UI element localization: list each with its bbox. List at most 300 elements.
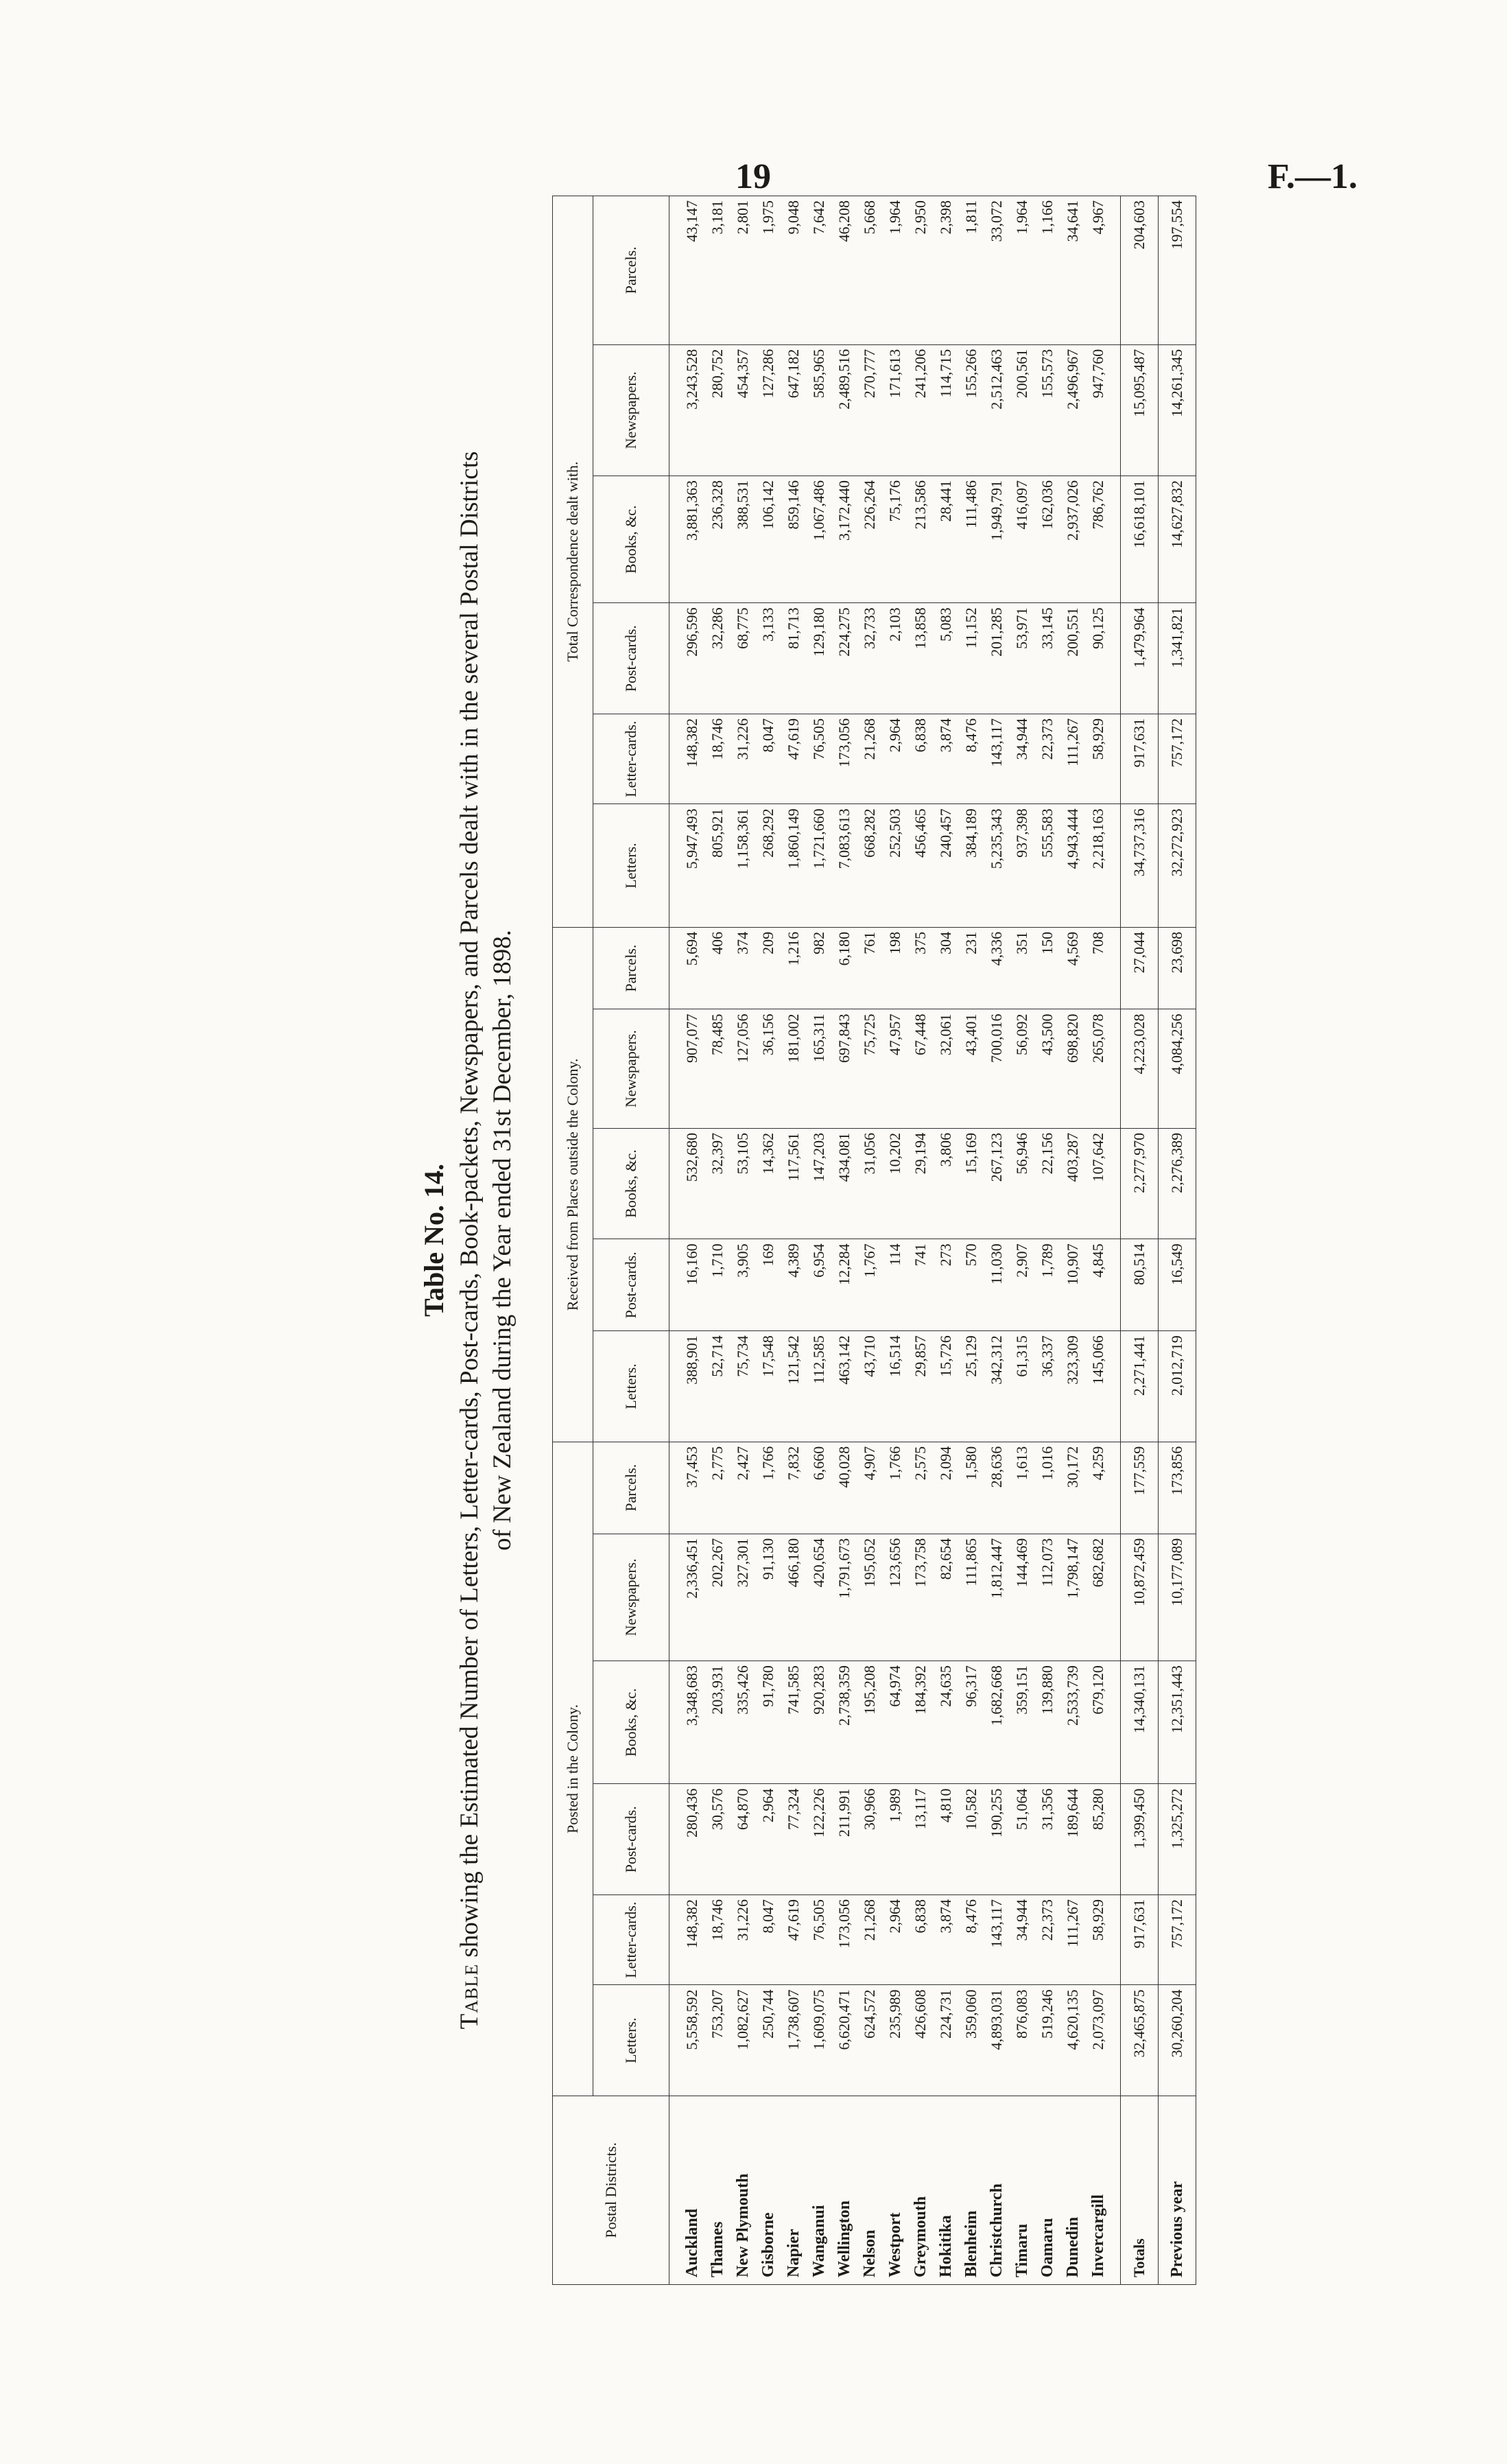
- table-cell: 5,558,592: [669, 1985, 705, 2096]
- district-name: [755, 2096, 781, 2284]
- table-cell: 1,580: [958, 1442, 984, 1534]
- table-cell: 8,476: [958, 714, 984, 804]
- table-cell: 5,694: [669, 927, 705, 1009]
- header-posted-col: Letters.: [593, 1985, 669, 2096]
- table-cell: 359,060: [958, 1985, 984, 2096]
- table-cell: 22,156: [1034, 1128, 1060, 1239]
- table-cell: 213,586: [907, 476, 933, 603]
- table-cell: 77,324: [781, 1784, 806, 1894]
- table-cell: 1,989: [882, 1784, 907, 1894]
- table-cell: 4,620,135: [1060, 1985, 1085, 2096]
- table-cell: 8,476: [958, 1894, 984, 1985]
- table-cell: 3,243,528: [669, 344, 705, 476]
- table-title-text: showing the Estimated Number of Letters, Letter-cards, Post-cards, Book-packets, Newspapers, and Parcels dealt with in the several Postal Districts: [455, 451, 484, 1958]
- table-cell: 31,056: [857, 1128, 882, 1239]
- table-cell: 165,311: [806, 1009, 831, 1128]
- table-cell: 1,860,149: [781, 804, 806, 927]
- table-cell: 982: [806, 927, 831, 1009]
- table-cell: 917,631: [1121, 1894, 1159, 1985]
- table-cell: 200,551: [1060, 603, 1085, 714]
- table-cell: 2,533,739: [1060, 1661, 1085, 1784]
- table-cell: 202,267: [704, 1534, 730, 1661]
- table-cell: 56,946: [1009, 1128, 1034, 1239]
- table-cell: 1,067,486: [806, 476, 831, 603]
- table-cell: 32,272,923: [1159, 804, 1196, 927]
- table-cell: 697,843: [831, 1009, 857, 1128]
- table-cell: 18,746: [704, 1894, 730, 1985]
- table-cell: 6,838: [907, 714, 933, 804]
- table-cell: 753,207: [704, 1985, 730, 2096]
- table-cell: 68,775: [730, 603, 755, 714]
- table-row: [781, 196, 806, 2285]
- table-cell: 937,398: [1009, 804, 1034, 927]
- table-cell: 426,608: [907, 1985, 933, 2096]
- table-cell: 78,485: [704, 1009, 730, 1128]
- table-cell: 2,094: [933, 1442, 958, 1534]
- table-cell: 127,286: [755, 344, 781, 476]
- table-cell: 265,078: [1085, 1009, 1121, 1128]
- table-cell: 16,514: [882, 1331, 907, 1442]
- table-cell: 2,271,441: [1121, 1331, 1159, 1442]
- district-label: Oamaru: [1038, 2218, 1056, 2277]
- table-cell: 1,789: [1034, 1239, 1060, 1331]
- table-cell: 4,259: [1085, 1442, 1121, 1534]
- table-cell: 5,083: [933, 603, 958, 714]
- table-cell: 700,016: [984, 1009, 1009, 1128]
- table-cell: 231: [958, 927, 984, 1009]
- table-cell: 668,282: [857, 804, 882, 927]
- table-cell: 273: [933, 1239, 958, 1331]
- table-cell: 28,441: [933, 476, 958, 603]
- table-cell: 2,964: [755, 1784, 781, 1894]
- document-reference: F.—1.: [1268, 157, 1357, 196]
- table-cell: 34,944: [1009, 1894, 1034, 1985]
- table-cell: 155,266: [958, 344, 984, 476]
- table-cell: 3,181: [704, 196, 730, 345]
- table-cell: 150: [1034, 927, 1060, 1009]
- table-cell: 90,125: [1085, 603, 1121, 714]
- table-cell: 2,937,026: [1060, 476, 1085, 603]
- table-cell: 5,947,493: [669, 804, 705, 927]
- table-cell: 8,047: [755, 714, 781, 804]
- district-label: Dunedin: [1063, 2216, 1082, 2277]
- table-row: [984, 196, 1009, 2285]
- table-cell: 64,870: [730, 1784, 755, 1894]
- table-cell: 111,267: [1060, 1894, 1085, 1985]
- table-cell: 3,806: [933, 1128, 958, 1239]
- table-cell: 1,767: [857, 1239, 882, 1331]
- table-cell: 11,152: [958, 603, 984, 714]
- table-cell: 5,235,343: [984, 804, 1009, 927]
- table-cell: 145,066: [1085, 1331, 1121, 1442]
- table-cell: 80,514: [1121, 1239, 1159, 1331]
- header-posted-col: Newspapers.: [593, 1534, 669, 1661]
- table-cell: 682,682: [1085, 1534, 1121, 1661]
- table-cell: 34,737,316: [1121, 804, 1159, 927]
- table-cell: 34,641: [1060, 196, 1085, 345]
- table-cell: 375: [907, 927, 933, 1009]
- table-cell: 4,810: [933, 1784, 958, 1894]
- table-cell: 859,146: [781, 476, 806, 603]
- table-cell: 647,182: [781, 344, 806, 476]
- table-cell: 15,726: [933, 1331, 958, 1442]
- table-cell: 1,766: [755, 1442, 781, 1534]
- table-cell: 9,048: [781, 196, 806, 345]
- table-cell: 6,660: [806, 1442, 831, 1534]
- district-name: [831, 2096, 857, 2284]
- table-cell: 114,715: [933, 344, 958, 476]
- table-cell: 2,775: [704, 1442, 730, 1534]
- table-cell: 6,954: [806, 1239, 831, 1331]
- table-cell: 67,448: [907, 1009, 933, 1128]
- page-number: 19: [735, 157, 771, 196]
- table-cell: 1,609,075: [806, 1985, 831, 2096]
- table-cell: 1,016: [1034, 1442, 1060, 1534]
- table-cell: 91,780: [755, 1661, 781, 1784]
- table-cell: 250,744: [755, 1985, 781, 2096]
- table-cell: 4,967: [1085, 196, 1121, 345]
- table-cell: 189,644: [1060, 1784, 1085, 1894]
- table-cell: 10,872,459: [1121, 1534, 1159, 1661]
- header-total-col: Letter-cards.: [593, 714, 669, 804]
- table-cell: 4,336: [984, 927, 1009, 1009]
- table-cell: 351: [1009, 927, 1034, 1009]
- table-cell: 31,226: [730, 1894, 755, 1985]
- table-cell: 434,081: [831, 1128, 857, 1239]
- table-cell: 148,382: [669, 714, 705, 804]
- table-cell: 17,548: [755, 1331, 781, 1442]
- table-cell: 3,874: [933, 714, 958, 804]
- header-total-col: Newspapers.: [593, 344, 669, 476]
- table-cell: 280,752: [704, 344, 730, 476]
- table-cell: 2,398: [933, 196, 958, 345]
- table-cell: 200,561: [1009, 344, 1034, 476]
- table-cell: 2,512,463: [984, 344, 1009, 476]
- table-cell: 1,158,361: [730, 804, 755, 927]
- district-name: [984, 2096, 1009, 2284]
- table-cell: 454,357: [730, 344, 755, 476]
- table-cell: 29,194: [907, 1128, 933, 1239]
- table-cell: 555,583: [1034, 804, 1060, 927]
- previous-row: [1159, 196, 1196, 2285]
- header-posted-col: Letter-cards.: [593, 1894, 669, 1985]
- table-cell: 1,811: [958, 196, 984, 345]
- table-cell: 23,698: [1159, 927, 1196, 1009]
- district-label: Blenheim: [962, 2210, 980, 2277]
- table-cell: 2,012,719: [1159, 1331, 1196, 1442]
- table-cell: 4,569: [1060, 927, 1085, 1009]
- table-cell: 757,172: [1159, 1894, 1196, 1985]
- table-cell: 466,180: [781, 1534, 806, 1661]
- table-row: [1085, 196, 1121, 2285]
- table-cell: 32,061: [933, 1009, 958, 1128]
- table-cell: 917,631: [1121, 714, 1159, 804]
- table-row: [958, 196, 984, 2285]
- table-cell: 204,603: [1121, 196, 1159, 345]
- table-cell: 56,092: [1009, 1009, 1034, 1128]
- table-cell: 173,056: [831, 1894, 857, 1985]
- table-cell: 143,117: [984, 1894, 1009, 1985]
- district-label: Hokitika: [936, 2215, 955, 2277]
- district-label: Napier: [784, 2229, 803, 2277]
- table-cell: 36,156: [755, 1009, 781, 1128]
- district-label: Auckland: [683, 2208, 701, 2277]
- header-received-col: Parcels.: [593, 927, 669, 1009]
- table-cell: 267,123: [984, 1128, 1009, 1239]
- table-cell: 22,373: [1034, 714, 1060, 804]
- table-cell: 121,542: [781, 1331, 806, 1442]
- table-cell: 127,056: [730, 1009, 755, 1128]
- table-cell: 58,929: [1085, 714, 1121, 804]
- table-cell: 144,469: [1009, 1534, 1034, 1661]
- table-cell: 14,340,131: [1121, 1661, 1159, 1784]
- table-cell: 4,389: [781, 1239, 806, 1331]
- table-cell: 114: [882, 1239, 907, 1331]
- table-cell: 31,226: [730, 714, 755, 804]
- district-label: Thames: [708, 2221, 726, 2277]
- table-cell: 201,285: [984, 603, 1009, 714]
- table-cell: 112,585: [806, 1331, 831, 1442]
- table-cell: 3,874: [933, 1894, 958, 1985]
- table-cell: 226,264: [857, 476, 882, 603]
- table-cell: 36,337: [1034, 1331, 1060, 1442]
- table-cell: 155,573: [1034, 344, 1060, 476]
- district-name: [669, 2096, 705, 2284]
- table-title: [453, 196, 486, 2285]
- table-cell: 53,971: [1009, 603, 1034, 714]
- table-cell: 3,172,440: [831, 476, 857, 603]
- table-cell: 122,226: [806, 1784, 831, 1894]
- table-cell: 37,453: [669, 1442, 705, 1534]
- table-cell: 757,172: [1159, 714, 1196, 804]
- header-posted-col: Books, &c.: [593, 1661, 669, 1784]
- table-cell: 1,766: [882, 1442, 907, 1534]
- table-number: Table No. 14.: [418, 1164, 449, 1317]
- table-cell: 2,496,967: [1060, 344, 1085, 476]
- table-cell: 3,348,683: [669, 1661, 705, 1784]
- district-name: [1085, 2096, 1121, 2284]
- header-total-col: Books, &c.: [593, 476, 669, 603]
- table-cell: 15,095,487: [1121, 344, 1159, 476]
- table-title-lead: Table: [455, 1963, 484, 2030]
- header-total-col: Parcels.: [593, 196, 669, 345]
- table-cell: 198: [882, 927, 907, 1009]
- table-cell: 1,812,447: [984, 1534, 1009, 1661]
- district-name: [882, 2096, 907, 2284]
- table-cell: 3,881,363: [669, 476, 705, 603]
- table-cell: 4,845: [1085, 1239, 1121, 1331]
- table-cell: 33,145: [1034, 603, 1060, 714]
- table-caption: [415, 196, 552, 2285]
- district-name: [704, 2096, 730, 2284]
- table-cell: 532,680: [669, 1128, 705, 1239]
- table-cell: 111,267: [1060, 714, 1085, 804]
- table-cell: 31,356: [1034, 1784, 1060, 1894]
- header-posted-col: Post-cards.: [593, 1784, 669, 1894]
- table-cell: 384,189: [958, 804, 984, 927]
- table-cell: 32,733: [857, 603, 882, 714]
- table-cell: 52,714: [704, 1331, 730, 1442]
- table-cell: 3,905: [730, 1239, 755, 1331]
- table-cell: 32,465,875: [1121, 1985, 1159, 2096]
- statistics-table: [552, 196, 1196, 2285]
- table-cell: 12,284: [831, 1239, 857, 1331]
- table-cell: 211,991: [831, 1784, 857, 1894]
- table-cell: 270,777: [857, 344, 882, 476]
- district-label: Nelson: [860, 2229, 879, 2277]
- table-cell: 3,133: [755, 603, 781, 714]
- district-label: Previous year: [1168, 2181, 1186, 2277]
- district-label: Invercargill: [1089, 2194, 1107, 2277]
- table-cell: 241,206: [907, 344, 933, 476]
- table-cell: 456,465: [907, 804, 933, 927]
- district-label: Wellington: [835, 2200, 853, 2277]
- district-label: Wanganui: [809, 2205, 828, 2277]
- table-cell: 47,619: [781, 714, 806, 804]
- table-cell: 24,635: [933, 1661, 958, 1784]
- table-cell: 51,064: [1009, 1784, 1034, 1894]
- table-cell: 209: [755, 927, 781, 1009]
- table-cell: 2,427: [730, 1442, 755, 1534]
- table-cell: 197,554: [1159, 196, 1196, 345]
- table-cell: 25,129: [958, 1331, 984, 1442]
- table-cell: 2,575: [907, 1442, 933, 1534]
- table-cell: 7,083,613: [831, 804, 857, 927]
- table-cell: 40,028: [831, 1442, 857, 1534]
- table-cell: 252,503: [882, 804, 907, 927]
- table-cell: 18,746: [704, 714, 730, 804]
- table-cell: 5,668: [857, 196, 882, 345]
- table-cell: 111,865: [958, 1534, 984, 1661]
- table-cell: 184,392: [907, 1661, 933, 1784]
- table-cell: 173,758: [907, 1534, 933, 1661]
- table-cell: 96,317: [958, 1661, 984, 1784]
- table-cell: 32,397: [704, 1128, 730, 1239]
- district-label: Timaru: [1012, 2223, 1031, 2277]
- table-cell: 947,760: [1085, 344, 1121, 476]
- table-cell: 624,572: [857, 1985, 882, 2096]
- table-row: [1060, 196, 1085, 2285]
- header-received-col: Letters.: [593, 1331, 669, 1442]
- table-cell: 280,436: [669, 1784, 705, 1894]
- table-cell: 2,489,516: [831, 344, 857, 476]
- table-cell: 47,619: [781, 1894, 806, 1985]
- table-row: [1034, 196, 1060, 2285]
- table-cell: 2,964: [882, 714, 907, 804]
- table-cell: 1,738,607: [781, 1985, 806, 2096]
- table-cell: 16,160: [669, 1239, 705, 1331]
- table-cell: 570: [958, 1239, 984, 1331]
- district-name: [730, 2096, 755, 2284]
- table-cell: 195,208: [857, 1661, 882, 1784]
- table-cell: 323,309: [1060, 1331, 1085, 1442]
- table-cell: 359,151: [1009, 1661, 1034, 1784]
- district-name: [806, 2096, 831, 2284]
- table-row: [907, 196, 933, 2285]
- table-cell: 268,292: [755, 804, 781, 927]
- table-cell: 195,052: [857, 1534, 882, 1661]
- table-cell: 2,801: [730, 196, 755, 345]
- header-total-col: Letters.: [593, 804, 669, 927]
- district-name: [1060, 2096, 1085, 2284]
- table-cell: 2,103: [882, 603, 907, 714]
- table-cell: 27,044: [1121, 927, 1159, 1009]
- header-postal-districts: Postal Districts.: [553, 2096, 669, 2284]
- table-cell: 43,500: [1034, 1009, 1060, 1128]
- table-cell: 64,974: [882, 1661, 907, 1784]
- rotated-table-page: [415, 196, 1186, 2285]
- table-cell: 2,336,451: [669, 1534, 705, 1661]
- table-cell: 1,216: [781, 927, 806, 1009]
- table-cell: 46,208: [831, 196, 857, 345]
- table-cell: 335,426: [730, 1661, 755, 1784]
- district-name: [958, 2096, 984, 2284]
- table-cell: 129,180: [806, 603, 831, 714]
- table-row: [806, 196, 831, 2285]
- district-label: Gisborne: [759, 2212, 777, 2277]
- table-cell: 112,073: [1034, 1534, 1060, 1661]
- table-cell: 15,169: [958, 1128, 984, 1239]
- table-cell: 1,964: [1009, 196, 1034, 345]
- table-cell: 75,725: [857, 1009, 882, 1128]
- table-cell: 6,620,471: [831, 1985, 857, 2096]
- table-cell: 907,077: [669, 1009, 705, 1128]
- table-cell: 4,084,256: [1159, 1009, 1196, 1128]
- table-cell: 6,838: [907, 1894, 933, 1985]
- table-cell: 10,582: [958, 1784, 984, 1894]
- table-cell: 173,056: [831, 714, 857, 804]
- table-cell: 82,654: [933, 1534, 958, 1661]
- table-cell: 6,180: [831, 927, 857, 1009]
- table-row: [704, 196, 730, 2285]
- table-cell: 117,561: [781, 1128, 806, 1239]
- header-received-col: Books, &c.: [593, 1128, 669, 1239]
- table-cell: 14,362: [755, 1128, 781, 1239]
- table-cell: 10,907: [1060, 1239, 1085, 1331]
- table-cell: 34,944: [1009, 714, 1034, 804]
- table-cell: 403,287: [1060, 1128, 1085, 1239]
- table-body: [669, 196, 1196, 2285]
- table-cell: 43,401: [958, 1009, 984, 1128]
- table-cell: 139,880: [1034, 1661, 1060, 1784]
- table-cell: 76,505: [806, 714, 831, 804]
- table-cell: 107,642: [1085, 1128, 1121, 1239]
- table-cell: 147,203: [806, 1128, 831, 1239]
- table-cell: 30,172: [1060, 1442, 1085, 1534]
- header-total-correspondence: Total Correspondence dealt with.: [553, 196, 593, 928]
- table-cell: 203,931: [704, 1661, 730, 1784]
- table-cell: 1,798,147: [1060, 1534, 1085, 1661]
- table-cell: 162,036: [1034, 476, 1060, 603]
- table-cell: 173,856: [1159, 1442, 1196, 1534]
- table-cell: 585,965: [806, 344, 831, 476]
- table-cell: 240,457: [933, 804, 958, 927]
- table-cell: 388,901: [669, 1331, 705, 1442]
- table-row: [730, 196, 755, 2285]
- table-cell: 13,117: [907, 1784, 933, 1894]
- table-cell: 2,950: [907, 196, 933, 345]
- table-row: [882, 196, 907, 2285]
- table-cell: 1,325,272: [1159, 1784, 1196, 1894]
- table-cell: 33,072: [984, 196, 1009, 345]
- table-cell: 1,710: [704, 1239, 730, 1331]
- table-cell: 190,255: [984, 1784, 1009, 1894]
- table-cell: 2,276,389: [1159, 1128, 1196, 1239]
- district-name: [781, 2096, 806, 2284]
- table-cell: 7,832: [781, 1442, 806, 1534]
- table-cell: 920,283: [806, 1661, 831, 1784]
- table-cell: 1,399,450: [1121, 1784, 1159, 1894]
